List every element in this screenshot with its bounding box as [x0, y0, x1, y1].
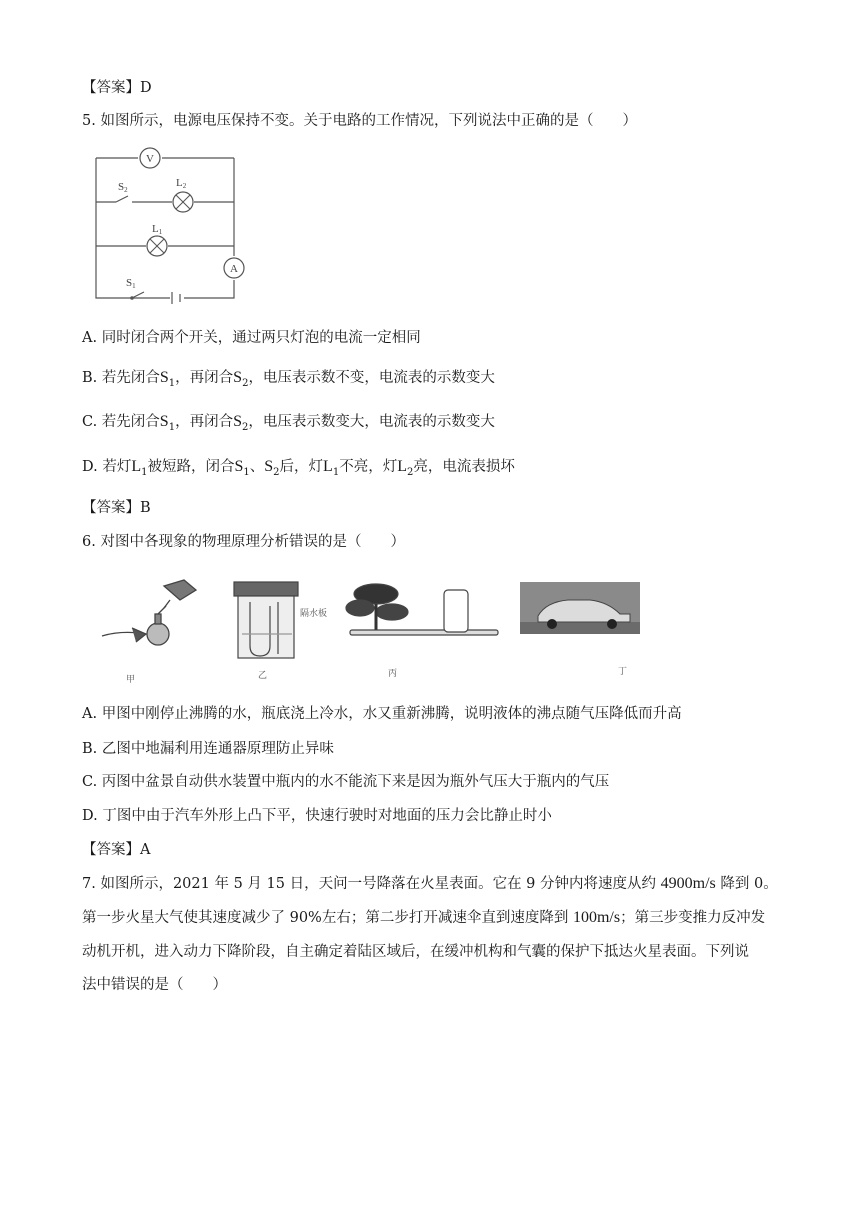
ammeter-label: A: [230, 263, 238, 275]
q5-d-t1: 被短路，闭合: [147, 459, 235, 475]
q5-d-l1-sub: 1: [141, 466, 148, 478]
figure-yi: [234, 582, 327, 681]
q5-c-s2-sub: 2: [241, 421, 249, 433]
q5-d-t5: 亮，电流表损坏: [413, 459, 515, 475]
question-7-line-2: [82, 906, 765, 927]
answer-q6: 【答案】A: [82, 842, 151, 858]
voltmeter-label: V: [146, 153, 154, 165]
q5-b-pre: B. 若先闭合: [82, 370, 160, 386]
q5-c-mid: ，再闭合: [175, 414, 234, 430]
q5-c-s1-sub: 1: [168, 421, 176, 433]
q5-d-l1: L: [131, 458, 142, 475]
q5-d-pre: D. 若灯: [82, 459, 132, 475]
q5-d-l1b-sub: 1: [332, 466, 340, 478]
figure-jia: [102, 580, 196, 685]
circuit-diagram: [88, 146, 248, 306]
q5-b-s2-sub: 2: [242, 377, 249, 389]
q6-option-d: D. 丁图中由于汽车外形上凸下平，快速行驶时对地面的压力会比静止时小: [82, 808, 552, 824]
caption-bing: 丙: [388, 669, 398, 679]
q5-b-s1: S: [159, 369, 169, 386]
q7-l1-tail: 降到 0。: [715, 876, 778, 892]
figure-ding: [520, 582, 640, 677]
switch-s2-sub: 2: [124, 186, 128, 194]
phenomena-figures: [92, 574, 652, 686]
q5-d-t2: 、: [249, 459, 265, 475]
q5-d-l1b: L: [323, 458, 333, 475]
svg-text:S1: [126, 277, 136, 290]
caption-ding: 丁: [618, 667, 628, 677]
switch-s2-label: S: [118, 181, 125, 193]
lamp-l1-sub: 1: [158, 228, 163, 236]
figure-bing: [346, 584, 498, 679]
q5-d-t3: 后，灯: [279, 459, 324, 475]
q5-d-s1: S: [234, 458, 244, 475]
question-5-stem: 5. 如图所示，电源电压保持不变。关于电路的工作情况，下列说法中正确的是（ ）: [82, 113, 637, 129]
lamp-l2-sub: 2: [182, 182, 187, 190]
q5-option-c: [82, 410, 495, 433]
q5-d-s2: S: [264, 458, 274, 475]
q5-d-s2-sub: 2: [273, 466, 280, 478]
q7-speed-initial: 4900m/s: [660, 875, 716, 892]
q5-c-post: ，电压表示数变大，电流表的示数变大: [248, 414, 495, 430]
question-7-line-3: 动机开机，进入动力下降阶段，自主确定着陆区域后，在缓冲机构和气囊的保护下抵达火星表面。下列说: [82, 944, 749, 960]
q5-d-l2-sub: 2: [406, 466, 414, 478]
svg-text:S2: [118, 181, 128, 194]
question-7-line-4: 法中错误的是（ ）: [82, 977, 227, 993]
q7-speed-parachute: 100m/s: [572, 909, 621, 926]
q7-l2-text: 第一步火星大气使其速度减少了 90%左右；第二步打开减速伞直到速度降到: [82, 910, 573, 926]
q6-option-b: B. 乙图中地漏利用连通器原理防止异味: [82, 741, 334, 757]
q5-c-s1: S: [159, 413, 169, 430]
q5-option-d: [82, 455, 515, 478]
q5-b-s1-sub: 1: [168, 377, 176, 389]
q6-option-c: C. 丙图中盆景自动供水装置中瓶内的水不能流下来是因为瓶外气压大于瓶内的气压: [82, 774, 610, 790]
answer-q4: 【答案】D: [82, 80, 152, 96]
switch-s1-sub: 1: [132, 282, 136, 290]
svg-text:L1: [152, 223, 163, 236]
q5-b-mid: ，再闭合: [175, 370, 234, 386]
q5-b-s2: S: [233, 369, 243, 386]
switch-s1-label: S: [126, 277, 133, 289]
q5-d-t4: 不亮，灯: [339, 459, 398, 475]
svg-text:L2: [176, 177, 187, 190]
q5-c-pre: C. 若先闭合: [82, 414, 160, 430]
q7-l1-text: 7. 如图所示，2021 年 5 月 15 日，天问一号降落在火星表面。它在 9 分钟内将速度从约: [82, 876, 661, 892]
svg-text:隔水板: 隔水板: [300, 609, 328, 619]
caption-yi: 乙: [258, 671, 268, 681]
q5-c-s2: S: [233, 413, 242, 430]
caption-jia: 甲: [126, 675, 136, 685]
q7-l2-tail: ；第三步变推力反冲发: [620, 910, 766, 926]
q5-option-b: [82, 366, 495, 389]
lamp-l2-label: L: [176, 177, 183, 189]
lamp-l1-label: L: [152, 223, 159, 235]
question-7-line-1: [82, 872, 778, 893]
q5-d-l2: L: [397, 458, 407, 475]
answer-q5: 【答案】B: [82, 500, 151, 516]
q5-d-s1-sub: 1: [243, 466, 250, 478]
question-6-stem: 6. 对图中各现象的物理原理分析错误的是（ ）: [82, 534, 405, 550]
q5-option-a: A. 同时闭合两个开关，通过两只灯泡的电流一定相同: [82, 330, 421, 346]
q6-option-a: A. 甲图中刚停止沸腾的水，瓶底浇上冷水，水又重新沸腾，说明液体的沸点随气压降低而升高: [82, 706, 682, 722]
q5-b-post: ，电压表示数不变，电流表的示数变大: [248, 370, 495, 386]
